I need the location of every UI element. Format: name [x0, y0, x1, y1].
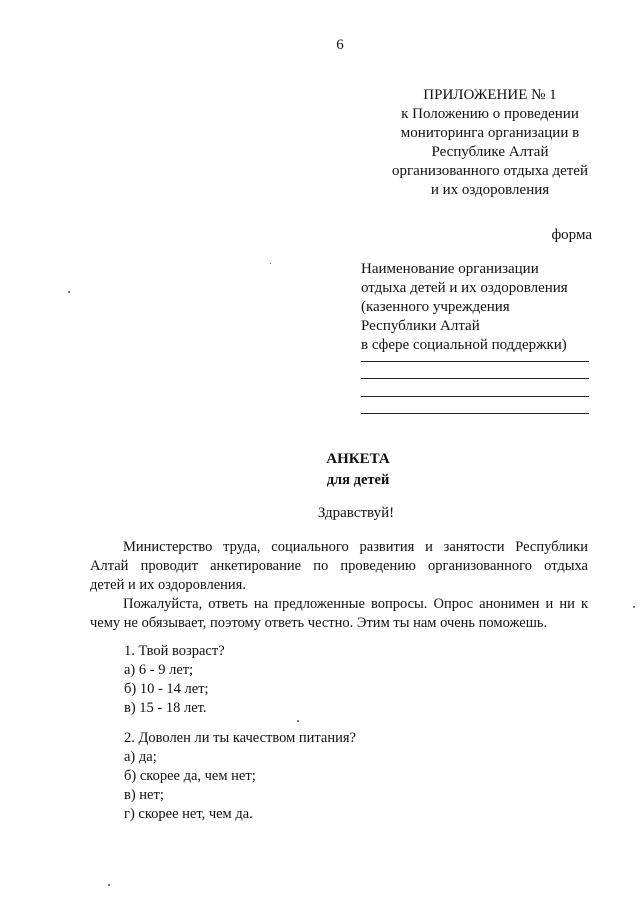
page-number: 6 — [336, 37, 344, 53]
questionnaire-title: АНКЕТА — [326, 451, 390, 467]
intro-line: Министерство труда, социального развития и занятости Республики — [123, 539, 588, 555]
question-2 — [124, 729, 356, 824]
appendix-line: организованного отдыха детей — [392, 163, 588, 179]
intro-line: детей и их оздоровления. — [90, 577, 246, 593]
answer-option: б) скорее да, чем нет; — [124, 768, 256, 784]
organization-name-block — [361, 260, 568, 355]
answer-option: в) нет; — [124, 787, 164, 803]
scan-speck — [633, 606, 635, 608]
answer-option: г) скорее нет, чем да. — [124, 806, 253, 822]
answer-option: а) 6 - 9 лет; — [124, 662, 194, 678]
request-line: Пожалуйста, ответь на предложенные вопросы. Опрос анонимен и ни к — [123, 596, 588, 612]
scan-speck — [108, 884, 110, 886]
scan-speck — [68, 291, 70, 293]
question-1 — [124, 642, 225, 718]
appendix-line: ПРИЛОЖЕНИЕ № 1 — [423, 87, 557, 103]
request-line: чему не обязывает, поэтому ответь честно. Этим ты нам очень поможешь. — [90, 615, 548, 631]
appendix-line: мониторинга организации в — [400, 125, 580, 141]
organization-line: Республики Алтай — [361, 318, 480, 334]
appendix-line: к Положению о проведении — [401, 106, 579, 122]
appendix-header — [380, 86, 600, 200]
greeting: Здравствуй! — [317, 505, 395, 521]
intro-line: Алтай проводит анкетирование по проведению организованного отдыха — [90, 558, 588, 574]
organization-fill-line — [361, 361, 589, 362]
answer-option: а) да; — [124, 749, 157, 765]
answer-option: б) 10 - 14 лет; — [124, 681, 209, 697]
scan-speck — [270, 263, 271, 264]
request-paragraph — [90, 595, 588, 633]
intro-paragraph — [90, 538, 588, 595]
organization-line: отдыха детей и их оздоровления — [361, 280, 568, 296]
organization-line: (казенного учреждения — [361, 299, 510, 315]
organization-fill-line — [361, 413, 589, 414]
organization-line: Наименование организации — [361, 261, 539, 277]
question-text: 1. Твой возраст? — [124, 643, 225, 659]
answer-option: в) 15 - 18 лет. — [124, 700, 207, 716]
form-label: форма — [551, 227, 592, 243]
question-text: 2. Доволен ли ты качеством питания? — [124, 730, 356, 746]
questionnaire-subtitle: для детей — [326, 472, 390, 488]
organization-fill-line — [361, 378, 589, 379]
scan-speck — [297, 720, 299, 722]
organization-line: в сфере социальной поддержки) — [361, 337, 567, 353]
appendix-line: Республике Алтай — [431, 144, 549, 160]
organization-fill-line — [361, 396, 589, 397]
appendix-line: и их оздоровления — [430, 182, 550, 198]
